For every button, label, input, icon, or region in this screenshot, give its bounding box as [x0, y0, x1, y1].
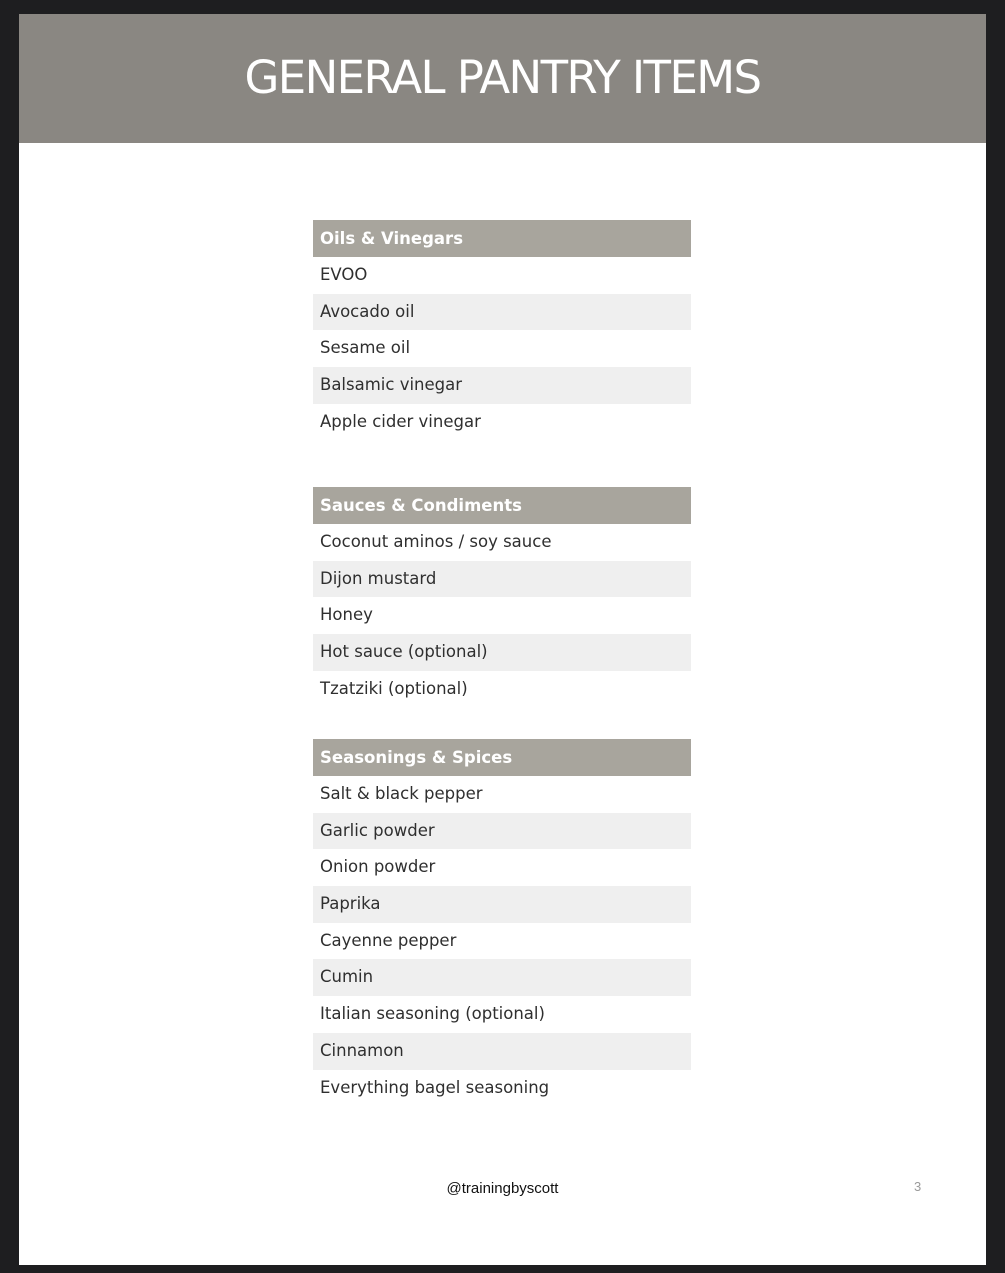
list-item: Tzatziki (optional)	[320, 678, 468, 698]
section-seasonings-spices	[313, 739, 691, 1106]
list-item: Coconut aminos / soy sauce	[320, 532, 552, 551]
list-item: Hot sauce (optional)	[313, 634, 691, 671]
list-item: Salt & black pepper	[320, 784, 483, 803]
section-header: Oils & Vinegars	[313, 220, 691, 257]
list-item: Balsamic vinegar	[313, 367, 691, 404]
page-title: GENERAL PANTRY ITEMS	[244, 50, 761, 104]
list-item: Garlic powder	[313, 813, 691, 850]
page-number: 3	[914, 1179, 922, 1194]
list-item: Cinnamon	[313, 1033, 691, 1070]
list-item: Cayenne pepper	[320, 930, 457, 950]
list-item: Avocado oil	[313, 294, 691, 331]
footer-handle: @trainingbyscott	[446, 1180, 559, 1197]
section-header: Seasonings & Spices	[313, 739, 691, 776]
section-oils-vinegars	[313, 220, 691, 440]
list-item: Dijon mustard	[313, 561, 691, 598]
list-item: Everything bagel seasoning	[320, 1077, 550, 1097]
document-page	[19, 14, 986, 1265]
list-item: Apple cider vinegar	[320, 411, 481, 431]
list-item: Onion powder	[320, 857, 436, 877]
list-item: Italian seasoning (optional)	[320, 1004, 545, 1024]
list-item: Honey	[320, 605, 373, 625]
list-item: EVOO	[320, 265, 368, 284]
title-banner	[19, 14, 986, 143]
list-item: Paprika	[313, 886, 691, 923]
list-item: Sesame oil	[320, 338, 411, 358]
section-header: Sauces & Condiments	[313, 487, 691, 524]
list-item: Cumin	[313, 959, 691, 996]
section-sauces-condiments	[313, 487, 691, 707]
